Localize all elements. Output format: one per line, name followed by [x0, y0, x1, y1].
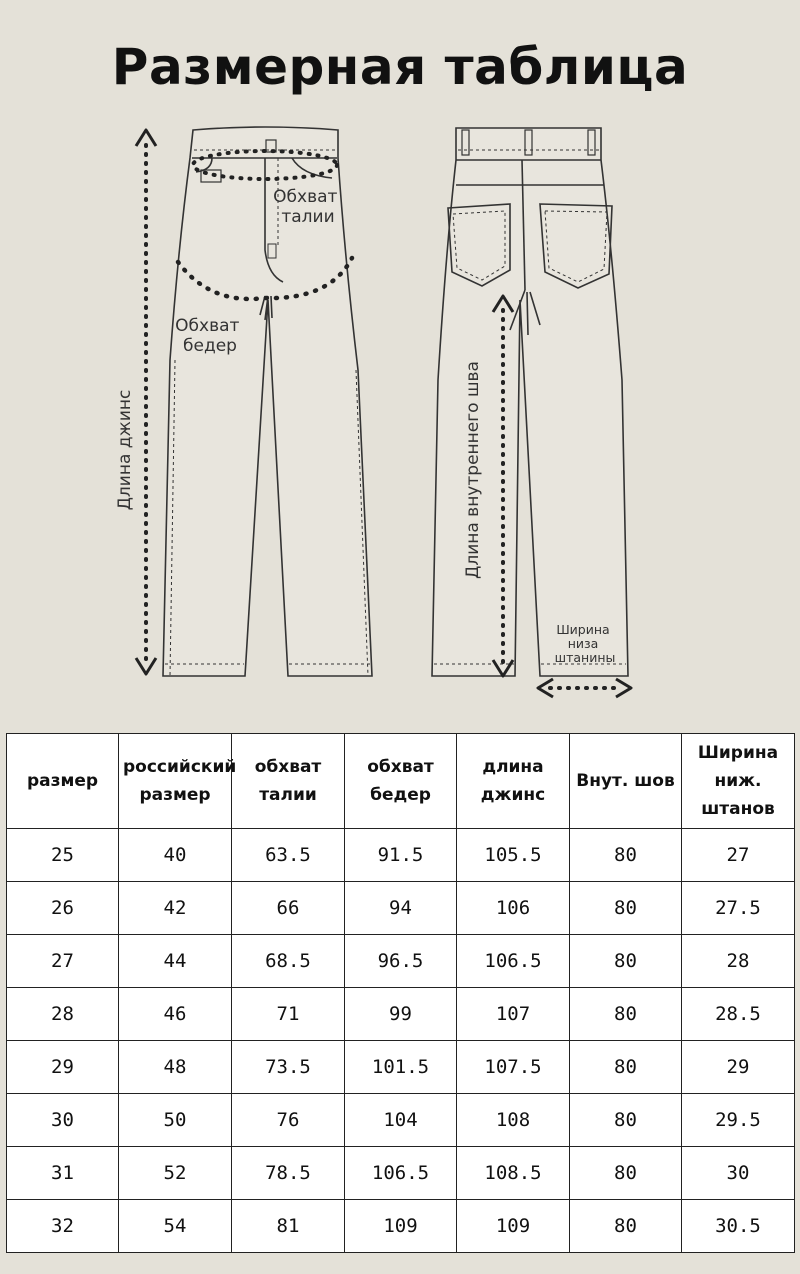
- table-cell: 66: [232, 882, 345, 935]
- table-cell: 105.5: [457, 829, 570, 882]
- table-cell: 54: [119, 1200, 232, 1253]
- table-cell: 30: [682, 1147, 795, 1200]
- table-row: [7, 1094, 795, 1147]
- header-hips: обхват бедер: [345, 734, 457, 829]
- table-cell: 99: [345, 988, 457, 1041]
- table-cell: 28: [7, 988, 119, 1041]
- table-cell: 76: [232, 1094, 345, 1147]
- waist-label: Обхват талии: [273, 187, 338, 227]
- table-cell: 46: [119, 988, 232, 1041]
- table-cell: 31: [7, 1147, 119, 1200]
- table-cell: 101.5: [345, 1041, 457, 1094]
- size-table: [6, 733, 795, 1253]
- table-cell: 78.5: [232, 1147, 345, 1200]
- table-cell: 106.5: [457, 935, 570, 988]
- header-inseam: Внут. шов: [570, 734, 682, 829]
- table-cell: 80: [570, 1094, 682, 1147]
- table-cell: 52: [119, 1147, 232, 1200]
- table-cell: 108: [457, 1094, 570, 1147]
- table-cell: 28: [682, 935, 795, 988]
- table-cell: 80: [570, 1147, 682, 1200]
- header-length: длина джинс: [457, 734, 570, 829]
- table-row: [7, 829, 795, 882]
- table-cell: 71: [232, 988, 345, 1041]
- table-cell: 80: [570, 1200, 682, 1253]
- table-cell: 27.5: [682, 882, 795, 935]
- table-cell: 106.5: [345, 1147, 457, 1200]
- table-cell: 73.5: [232, 1041, 345, 1094]
- table-cell: 96.5: [345, 935, 457, 988]
- table-cell: 107.5: [457, 1041, 570, 1094]
- table-cell: 63.5: [232, 829, 345, 882]
- table-cell: 27: [682, 829, 795, 882]
- table-cell: 80: [570, 829, 682, 882]
- table-cell: 42: [119, 882, 232, 935]
- front-jeans-icon: [163, 127, 372, 676]
- hips-label: Обхват бедер: [175, 316, 240, 356]
- table-row: [7, 882, 795, 935]
- table-cell: 91.5: [345, 829, 457, 882]
- table-cell: 40: [119, 829, 232, 882]
- jeans-length-label: Длина джинс: [115, 389, 135, 511]
- table-row: [7, 1200, 795, 1253]
- table-cell: 104: [345, 1094, 457, 1147]
- jeans-drawing: [0, 110, 800, 710]
- table-cell: 50: [119, 1094, 232, 1147]
- table-cell: 48: [119, 1041, 232, 1094]
- table-cell: 44: [119, 935, 232, 988]
- table-cell: 29: [7, 1041, 119, 1094]
- header-russian-size: российский размер: [119, 734, 232, 829]
- table-cell: 80: [570, 935, 682, 988]
- table-cell: 107: [457, 988, 570, 1041]
- table-cell: 109: [345, 1200, 457, 1253]
- table-cell: 81: [232, 1200, 345, 1253]
- header-leg-opening: Ширина ниж. штанов: [682, 734, 795, 829]
- back-jeans-icon: [432, 128, 628, 676]
- page-title: Размерная таблица: [111, 38, 689, 96]
- table-cell: 29: [682, 1041, 795, 1094]
- table-cell: 80: [570, 882, 682, 935]
- table-cell: 30: [7, 1094, 119, 1147]
- table-cell: 25: [7, 829, 119, 882]
- table-cell: 94: [345, 882, 457, 935]
- table-cell: 106: [457, 882, 570, 935]
- table-cell: 68.5: [232, 935, 345, 988]
- leg-opening-label: Ширина низа штанины: [554, 622, 616, 665]
- table-row: [7, 1041, 795, 1094]
- table-cell: 27: [7, 935, 119, 988]
- table-cell: 80: [570, 988, 682, 1041]
- header-waist: обхват талии: [232, 734, 345, 829]
- jeans-length-arrow: [136, 130, 156, 674]
- jeans-illustration: [0, 110, 800, 710]
- table-cell: 109: [457, 1200, 570, 1253]
- table-cell: 108.5: [457, 1147, 570, 1200]
- table-cell: 29.5: [682, 1094, 795, 1147]
- table-row: [7, 988, 795, 1041]
- table-cell: 28.5: [682, 988, 795, 1041]
- table-cell: 30.5: [682, 1200, 795, 1253]
- header-size: размер: [7, 734, 119, 829]
- inseam-label: Длина внутреннего шва: [463, 361, 483, 579]
- leg-opening-arrow: [538, 679, 631, 697]
- table-header-row: [7, 734, 795, 829]
- table-cell: 80: [570, 1041, 682, 1094]
- table-cell: 32: [7, 1200, 119, 1253]
- table-row: [7, 935, 795, 988]
- table-row: [7, 1147, 795, 1200]
- table-cell: 26: [7, 882, 119, 935]
